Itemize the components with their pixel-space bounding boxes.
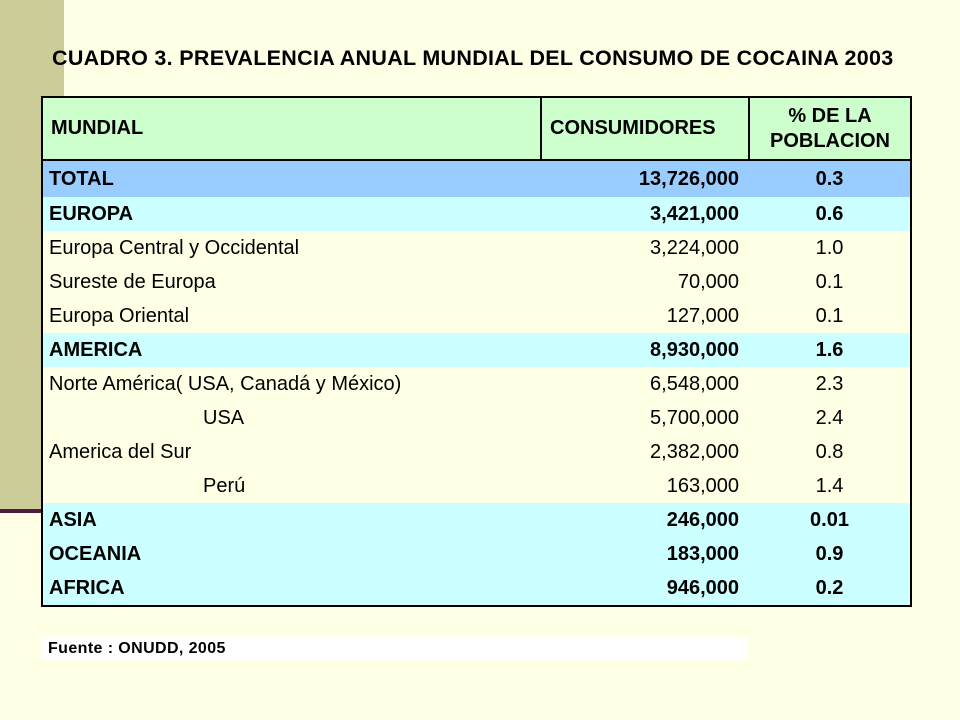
row-region-name: Europa Central y Occidental [42,231,541,265]
row-consumers-value: 6,548,000 [541,367,749,401]
row-region-name: AFRICA [42,571,541,606]
header-percent [749,97,911,160]
row-region-name: Norte América( USA, Canadá y México) [42,367,541,401]
table-row [42,571,911,606]
row-consumers-value: 70,000 [541,265,749,299]
row-consumers-value: 5,700,000 [541,401,749,435]
row-consumers-value: 3,421,000 [541,197,749,231]
header-percent-line1: % DE LA [788,104,872,127]
row-consumers-value: 8,930,000 [541,333,749,367]
table-row [42,160,911,197]
table-row [42,265,911,299]
row-percent-value: 0.1 [749,265,911,299]
table-row [42,469,911,503]
table-row [42,537,911,571]
row-consumers-value: 3,224,000 [541,231,749,265]
table-row [42,503,911,537]
table-row [42,401,911,435]
row-region-name: AMERICA [42,333,541,367]
row-consumers-value: 246,000 [541,503,749,537]
row-region-name: America del Sur [42,435,541,469]
row-region-name: EUROPA [42,197,541,231]
decorative-side-line [0,509,44,513]
row-percent-value: 1.6 [749,333,911,367]
row-consumers-value: 13,726,000 [541,160,749,197]
table-row [42,231,911,265]
row-percent-value: 0.9 [749,537,911,571]
row-percent-value: 0.6 [749,197,911,231]
row-percent-value: 2.3 [749,367,911,401]
row-consumers-value: 127,000 [541,299,749,333]
row-percent-value: 0.3 [749,160,911,197]
table-row [42,299,911,333]
row-region-name: TOTAL [42,160,541,197]
row-consumers-value: 163,000 [541,469,749,503]
row-region-name: Perú [42,469,541,503]
row-percent-value: 1.4 [749,469,911,503]
row-percent-value: 1.0 [749,231,911,265]
row-percent-value: 0.1 [749,299,911,333]
row-region-name: USA [42,401,541,435]
row-region-name: OCEANIA [42,537,541,571]
row-percent-value: 0.2 [749,571,911,606]
header-consumers: CONSUMIDORES [541,97,749,160]
slide-title: CUADRO 3. PREVALENCIA ANUAL MUNDIAL DEL CONSUMO DE COCAINA 2003 [52,46,894,70]
table-row [42,435,911,469]
table-row [42,367,911,401]
row-region-name: Europa Oriental [42,299,541,333]
row-region-name: ASIA [42,503,541,537]
header-percent-line2: POBLACION [770,129,890,152]
prevalence-table [41,96,910,607]
row-consumers-value: 2,382,000 [541,435,749,469]
row-consumers-value: 183,000 [541,537,749,571]
source-note: Fuente : ONUDD, 2005 [42,637,748,660]
table-row [42,197,911,231]
row-percent-value: 0.8 [749,435,911,469]
table-row [42,333,911,367]
row-region-name: Sureste de Europa [42,265,541,299]
table-header-row [42,97,911,160]
row-consumers-value: 946,000 [541,571,749,606]
row-percent-value: 0.01 [749,503,911,537]
row-percent-value: 2.4 [749,401,911,435]
header-region: MUNDIAL [42,97,541,160]
